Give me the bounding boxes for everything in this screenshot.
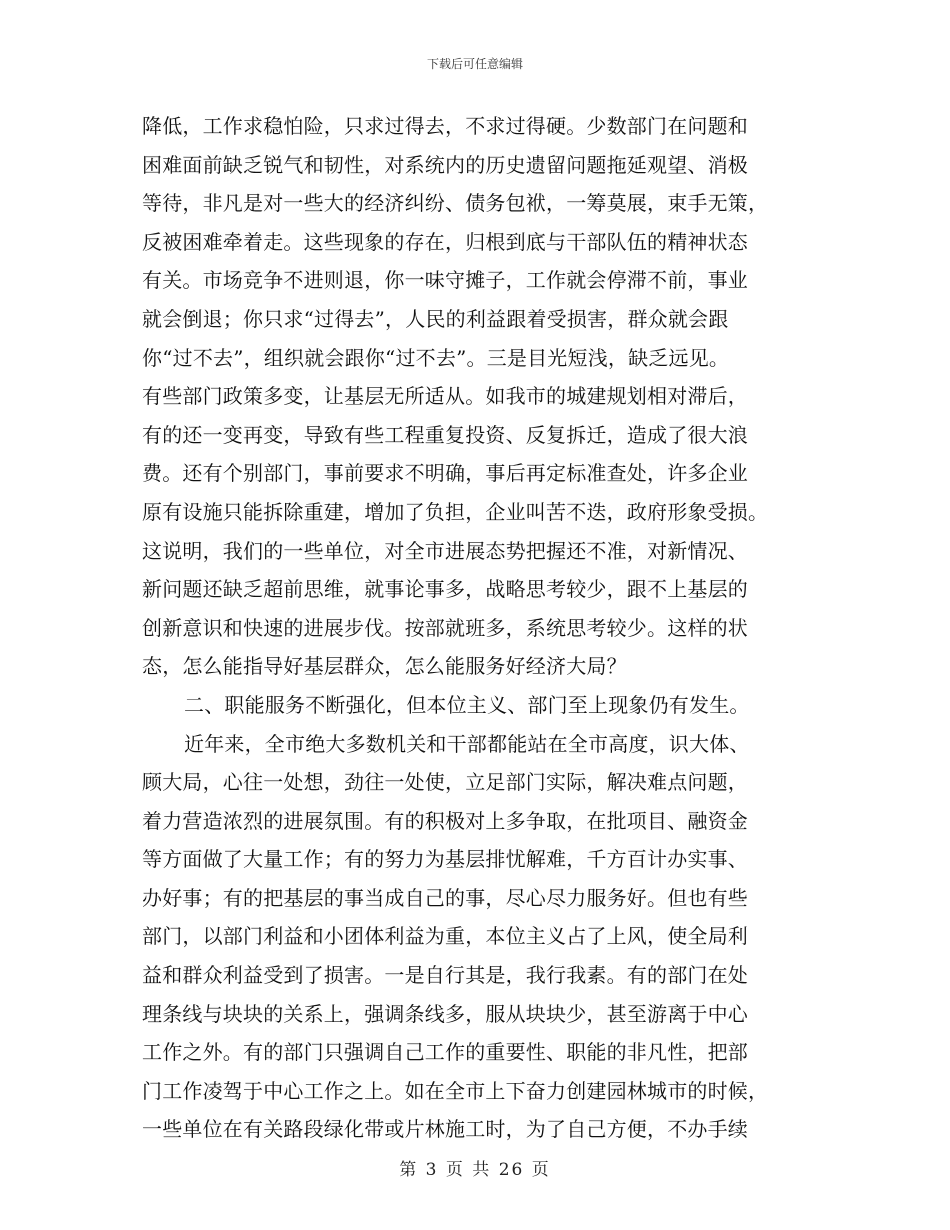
text-line: 创新意识和快速的进展步伐。按部就班多，系统思考较少。这样的状 xyxy=(142,615,748,640)
text-line: 益和群众利益受到了损害。一是自行其是，我行我素。有的部门在处 xyxy=(142,963,748,988)
page-header: 下载后可任意编辑 xyxy=(426,57,523,71)
text-line: 就会倒退；你只求“过得去”，人民的利益跟着受损害，群众就会跟 xyxy=(142,306,729,331)
text-line: 新问题还缺乏超前思维，就事论事多，战略思考较少，跟不上基层的 xyxy=(142,577,748,602)
document-body xyxy=(142,107,812,1149)
text-line: 近年来，全市绝大多数机关和干部都能站在全市高度，识大体、 xyxy=(184,731,750,756)
text-line: 困难面前缺乏锐气和韧性，对系统内的历史遗留问题拖延观望、消极 xyxy=(142,152,748,177)
text-line: 原有设施只能拆除重建，增加了负担，企业叫苦不迭，政府形象受损。 xyxy=(142,499,769,524)
text-line: 着力营造浓烈的进展氛围。有的积极对上多争取，在批项目、融资金 xyxy=(142,808,748,833)
text-line: 顾大局，心往一处想，劲往一处使，立足部门实际，解决难点问题， xyxy=(142,770,748,795)
text-line: 一些单位在有关路段绿化带或片林施工时，为了自己方便，不办手续 xyxy=(142,1117,748,1142)
text-line: 二、职能服务不断强化，但本位主义、部门至上现象仍有发生。 xyxy=(184,692,750,717)
text-line: 这说明，我们的一些单位，对全市进展态势把握还不准，对新情况、 xyxy=(142,538,748,563)
text-line: 等方面做了大量工作；有的努力为基层排忧解难，千方百计办实事、 xyxy=(142,847,748,872)
text-line: 有的还一变再变，导致有些工程重复投资、反复拆迁，造成了很大浪 xyxy=(142,422,748,447)
text-line: 工作之外。有的部门只强调自己工作的重要性、职能的非凡性，把部 xyxy=(142,1040,748,1065)
text-line: 态，怎么能指导好基层群众，怎么能服务好经济大局？ xyxy=(142,654,627,679)
text-line: 降低，工作求稳怕险，只求过得去，不求过得硬。少数部门在问题和 xyxy=(142,114,748,138)
text-line: 理条线与块块的关系上，强调条线多，服从块块少，甚至游离于中心 xyxy=(142,1001,748,1026)
text-line: 门工作凌驾于中心工作之上。如在全市上下奋力创建园林城市的时候， xyxy=(142,1078,769,1103)
text-line: 有些部门政策多变，让基层无所适从。如我市的城建规划相对滞后， xyxy=(142,384,748,409)
page-number-footer: 第 3 页 共 26 页 xyxy=(399,1160,551,1180)
text-line: 有关。市场竞争不进则退，你一味守摊子，工作就会停滞不前，事业 xyxy=(142,268,748,293)
text-line: 你“过不去”，组织就会跟你“过不去”。三是目光短浅，缺乏远见。 xyxy=(142,345,730,370)
text-line: 办好事；有的把基层的事当成自己的事，尽心尽力服务好。但也有些 xyxy=(142,885,748,910)
text-line: 部门，以部门利益和小团体利益为重，本位主义占了上风，使全局利 xyxy=(142,924,748,949)
text-line: 反被困难牵着走。这些现象的存在，归根到底与干部队伍的精神状态 xyxy=(142,229,748,254)
text-line: 费。还有个别部门，事前要求不明确，事后再定标准查处，许多企业 xyxy=(142,461,748,486)
text-line: 等待，非凡是对一些大的经济纠纷、债务包袱，一筹莫展，束手无策， xyxy=(142,191,769,216)
